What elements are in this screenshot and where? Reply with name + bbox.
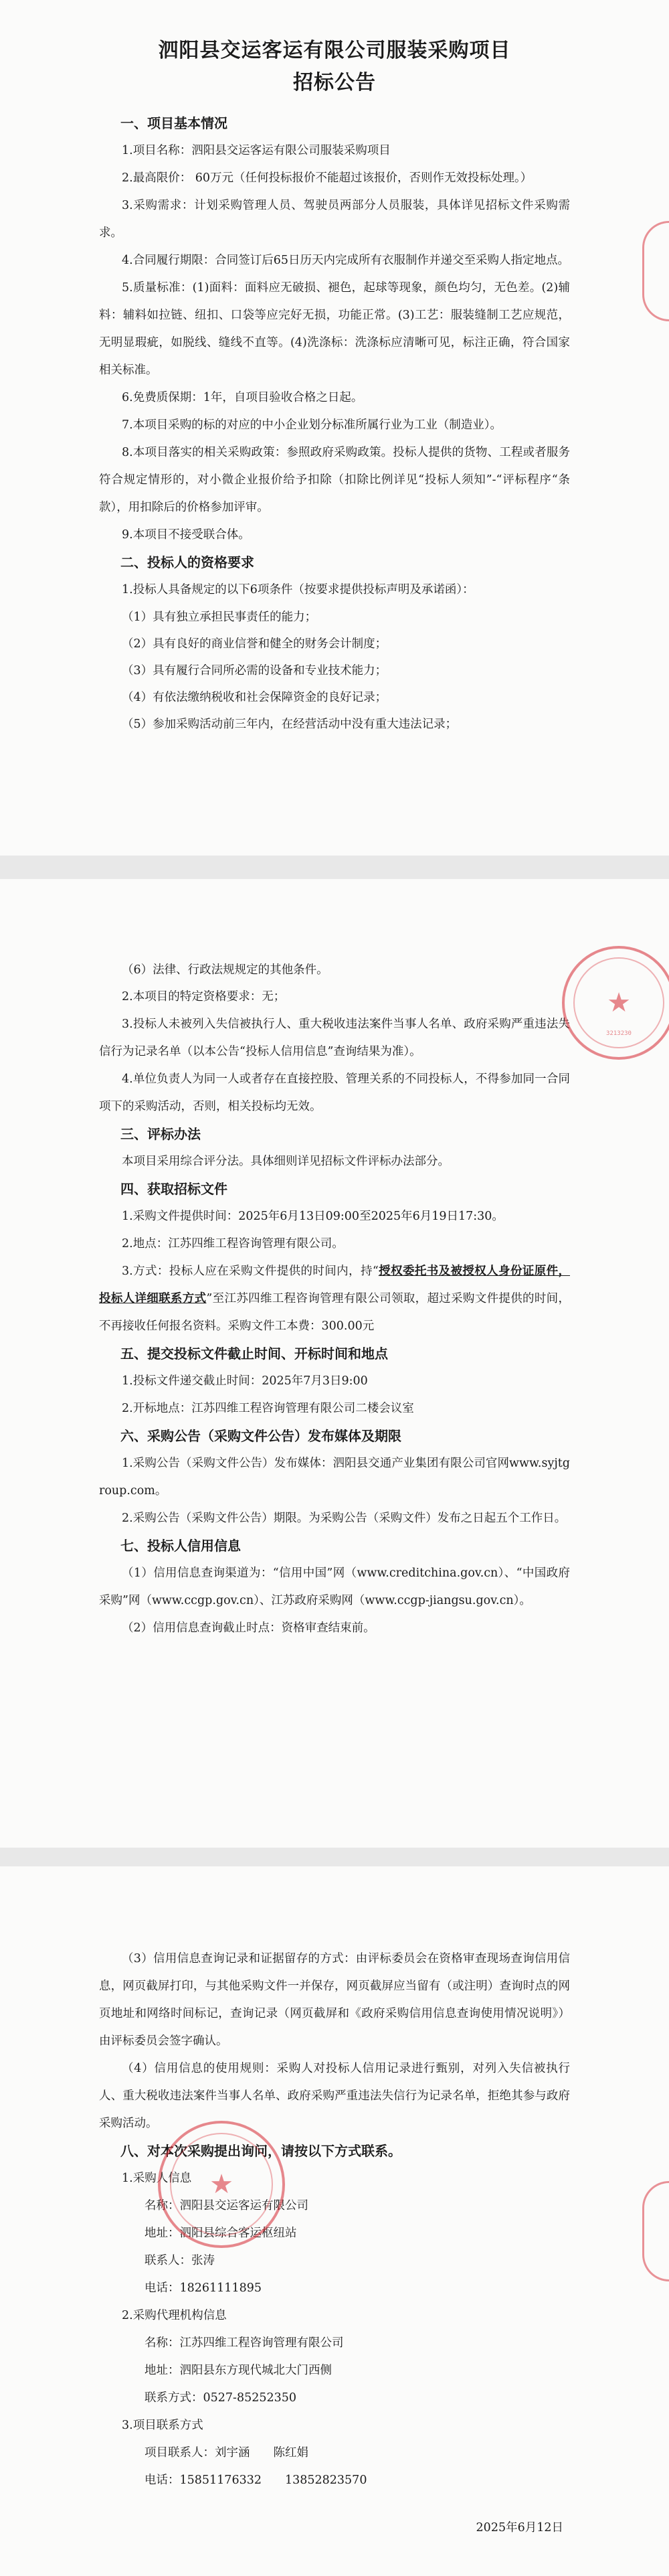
same-responsible-person-rule: 4.单位负责人为同一人或者存在直接控股、管理关系的不同投标人，不得参加同一合同项下的采购活动，否则，相关投标均无效。 [99, 1072, 570, 1113]
seam-seal [642, 221, 669, 321]
project-contact-persons: 项目联系人：刘宇涵 陈红娟 [145, 2446, 308, 2460]
seal-star-icon: ★ [607, 987, 631, 1018]
section-7-heading: 七、投标人信用信息 [120, 1538, 241, 1554]
evaluation-method: 本项目采用综合评分法。具体细则详见招标文件评标办法部分。 [122, 1155, 450, 1168]
procurement-demand: 3.采购需求：计划采购管理人员、驾驶员两部分人员服装，具体详见招标文件采购需求。 [99, 199, 570, 240]
section-1-heading: 一、项目基本情况 [120, 115, 227, 131]
procurement-policy: 8.本项目落实的相关采购政策：参照政府采购政策。投标人提供的货物、工程或者服务符合规定情形的，对小微企业报价给予扣除（扣除比例详见“投标人须知”-“评标程序“条款），用扣除后的价格参加评审。 [99, 446, 570, 514]
announcement-date: 2025年6月12日 [476, 2521, 563, 2534]
qualification-intro: 1.投标人具备规定的以下6项条件（按要求提供投标声明及承诺函）： [122, 583, 474, 596]
quality-standard: 5.质量标准：(1)面料：面料应无破损、褪色，起球等现象，颜色均匀，无色差。(2)辅料：辅料如拉链、纽扣、口袋等应完好无损，功能正常。(3)工艺：服装缝制工艺应规范，无明显瑕疵，如脱线、缝线不直等。(4)洗涤标：洗涤标应清晰可见，标注正确，符合国家相关标准。 [99, 281, 570, 377]
purchaser-contact: 联系人：张涛 [145, 2254, 215, 2267]
document-page-1 [0, 0, 669, 856]
contract-period: 4.合同履行期限：合同签订后65日历天内完成所有衣服制作并递交至采购人指定地点。 [122, 254, 569, 267]
submission-deadline: 1.投标文件递交截止时间：2025年7月3日9:00 [122, 1374, 368, 1388]
document-location: 2.地点：江苏四维工程咨询管理有限公司。 [122, 1237, 344, 1251]
section-3-heading: 三、评标办法 [120, 1126, 201, 1142]
project-contact-heading: 3.项目联系方式 [122, 2419, 203, 2432]
document-page-3 [0, 1866, 669, 2576]
industry-classification: 7.本项目采购的标的对应的中小企业划分标准所属行业为工业（制造业）。 [122, 418, 502, 432]
no-consortium: 9.本项目不接受联合体。 [122, 528, 250, 542]
purchaser-phone: 电话：18261111895 [145, 2281, 262, 2295]
seam-seal-3 [642, 2181, 669, 2281]
dishonesty-list-requirement: 3.投标人未被列入失信被执行人、重大税收违法案件当事人名单、政府采购严重违法失信行为记录名单（以本公告“投标人信用信息”查询结果为准）。 [99, 1018, 570, 1058]
project-contact-phones: 电话：15851176332 13852823570 [145, 2474, 367, 2487]
purchaser-seal-inner [170, 2133, 273, 2236]
agency-name: 名称：江苏四维工程咨询管理有限公司 [145, 2336, 344, 2350]
agency-heading: 2.采购代理机构信息 [122, 2309, 227, 2322]
document-time: 1.采购文件提供时间：2025年6月13日09:00至2025年6月19日17:30。 [122, 1210, 504, 1223]
opening-location: 2.开标地点：江苏四维工程咨询管理有限公司二楼会议室 [122, 1402, 414, 1415]
qualification-list-cont [99, 957, 570, 983]
specific-qualification: 2.本项目的特定资格要求：无； [122, 990, 286, 1003]
credit-evidence-retention: （3）信用信息查询记录和证据留存的方式：由评标委员会在资格审查现场查询信用信息，网页截屏打印，与其他采购文件一并保存，网页截屏应当留有（或注明）查询时点的网页地址和网络时间标记，查询记录（网页截屏和《政府采购信用信息查询使用情况说明》）由评标委员会签字确认。 [99, 1952, 570, 2048]
credit-query-channels: （1）信用信息查询渠道为：“信用中国”网（www.creditchina.gov.cn）、“中国政府采购”网（www.ccgp.gov.cn）、江苏政府采购网（www.ccgp-jiangsu.gov.cn）。 [99, 1566, 570, 1607]
page-2-content [99, 957, 570, 1642]
required-materials: 授权委托书及被授权人身份证原件，投标人详细联系方式 [99, 1265, 570, 1305]
page-3-content [99, 1945, 570, 2542]
agency-address: 地址：泗阳县东方现代城北大门西侧 [145, 2364, 332, 2377]
document-method: 3.方式：投标人应在采购文件提供的时间内，持“授权委托书及被授权人身份证原件，投标人详细联系方式”至江苏四维工程咨询管理有限公司领取，超过采购文件提供的时间，不再接收任何报名资料。采购文件工本费：300.00元 [99, 1265, 571, 1333]
condition-5: （5）参加采购活动前三年内，在经营活动中没有重大违法记录； [122, 718, 458, 731]
condition-1: （1）具有独立承担民事责任的能力； [122, 611, 317, 624]
purchaser-name: 名称：泗阳县交运客运有限公司 [145, 2199, 308, 2212]
credit-usage-rules: （4）信用信息的使用规则：采购人对投标人信用记录进行甄别，对列入失信被执行人、重大税收违法案件当事人名单、政府采购严重违法失信行为记录名单，拒绝其参与政府采购活动。 [99, 2062, 570, 2130]
qualification-list [99, 604, 570, 738]
seal-code: 3213230 [606, 1030, 632, 1037]
announcement-subtitle: 招标公告 [293, 71, 376, 94]
announcement-title: 泗阳县交运客运有限公司服装采购项目 [158, 39, 511, 62]
project-name: 1.项目名称：泗阳县交运客运有限公司服装采购项目 [122, 144, 391, 157]
company-seal [562, 946, 669, 1060]
price-limit: 2.最高限价： 60万元（任何投标报价不能超过该报价，否则作无效投标处理。） [122, 171, 533, 185]
section-8-heading: 八、对本次采购提出询问，请按以下方式联系。 [120, 2143, 401, 2159]
condition-3: （3）具有履行合同所必需的设备和专业技术能力； [122, 664, 387, 677]
purchaser-seal-star-icon: ★ [209, 2169, 233, 2200]
condition-6: （6）法律、行政法规规定的其他条件。 [122, 963, 328, 977]
purchaser-heading: 1.采购人信息 [122, 2172, 192, 2185]
agency-phone: 联系方式：0527-85252350 [145, 2391, 297, 2405]
section-5-heading: 五、提交投标文件截止时间、开标时间和地点 [120, 1346, 388, 1362]
purchaser-seal [158, 2121, 285, 2248]
publication-period: 2.采购公告（采购文件公告）期限。为采购公告（采购文件）发布之日起五个工作日。 [122, 1512, 567, 1525]
credit-query-deadline: （2）信用信息查询截止时点：资格审查结束前。 [122, 1621, 375, 1635]
publication-media: 1.采购公告（采购文件公告）发布媒体：泗阳县交通产业集团有限公司官网www.syjtgroup.com。 [99, 1457, 570, 1498]
document-page-2 [0, 879, 669, 1848]
page-1-content [99, 35, 570, 738]
condition-2: （2）具有良好的商业信誉和健全的财务会计制度； [122, 637, 387, 651]
warranty-period: 6.免费质保期：1年，自项目验收合格之日起。 [122, 391, 363, 404]
section-2-heading: 二、投标人的资格要求 [120, 554, 254, 570]
condition-4: （4）有依法缴纳税收和社会保障资金的良好记录； [122, 691, 387, 704]
section-4-heading: 四、获取招标文件 [120, 1181, 227, 1197]
section-6-heading: 六、采购公告（采购文件公告）发布媒体及期限 [120, 1428, 401, 1444]
purchaser-address: 地址：泗阳县综合客运枢纽站 [145, 2227, 297, 2240]
